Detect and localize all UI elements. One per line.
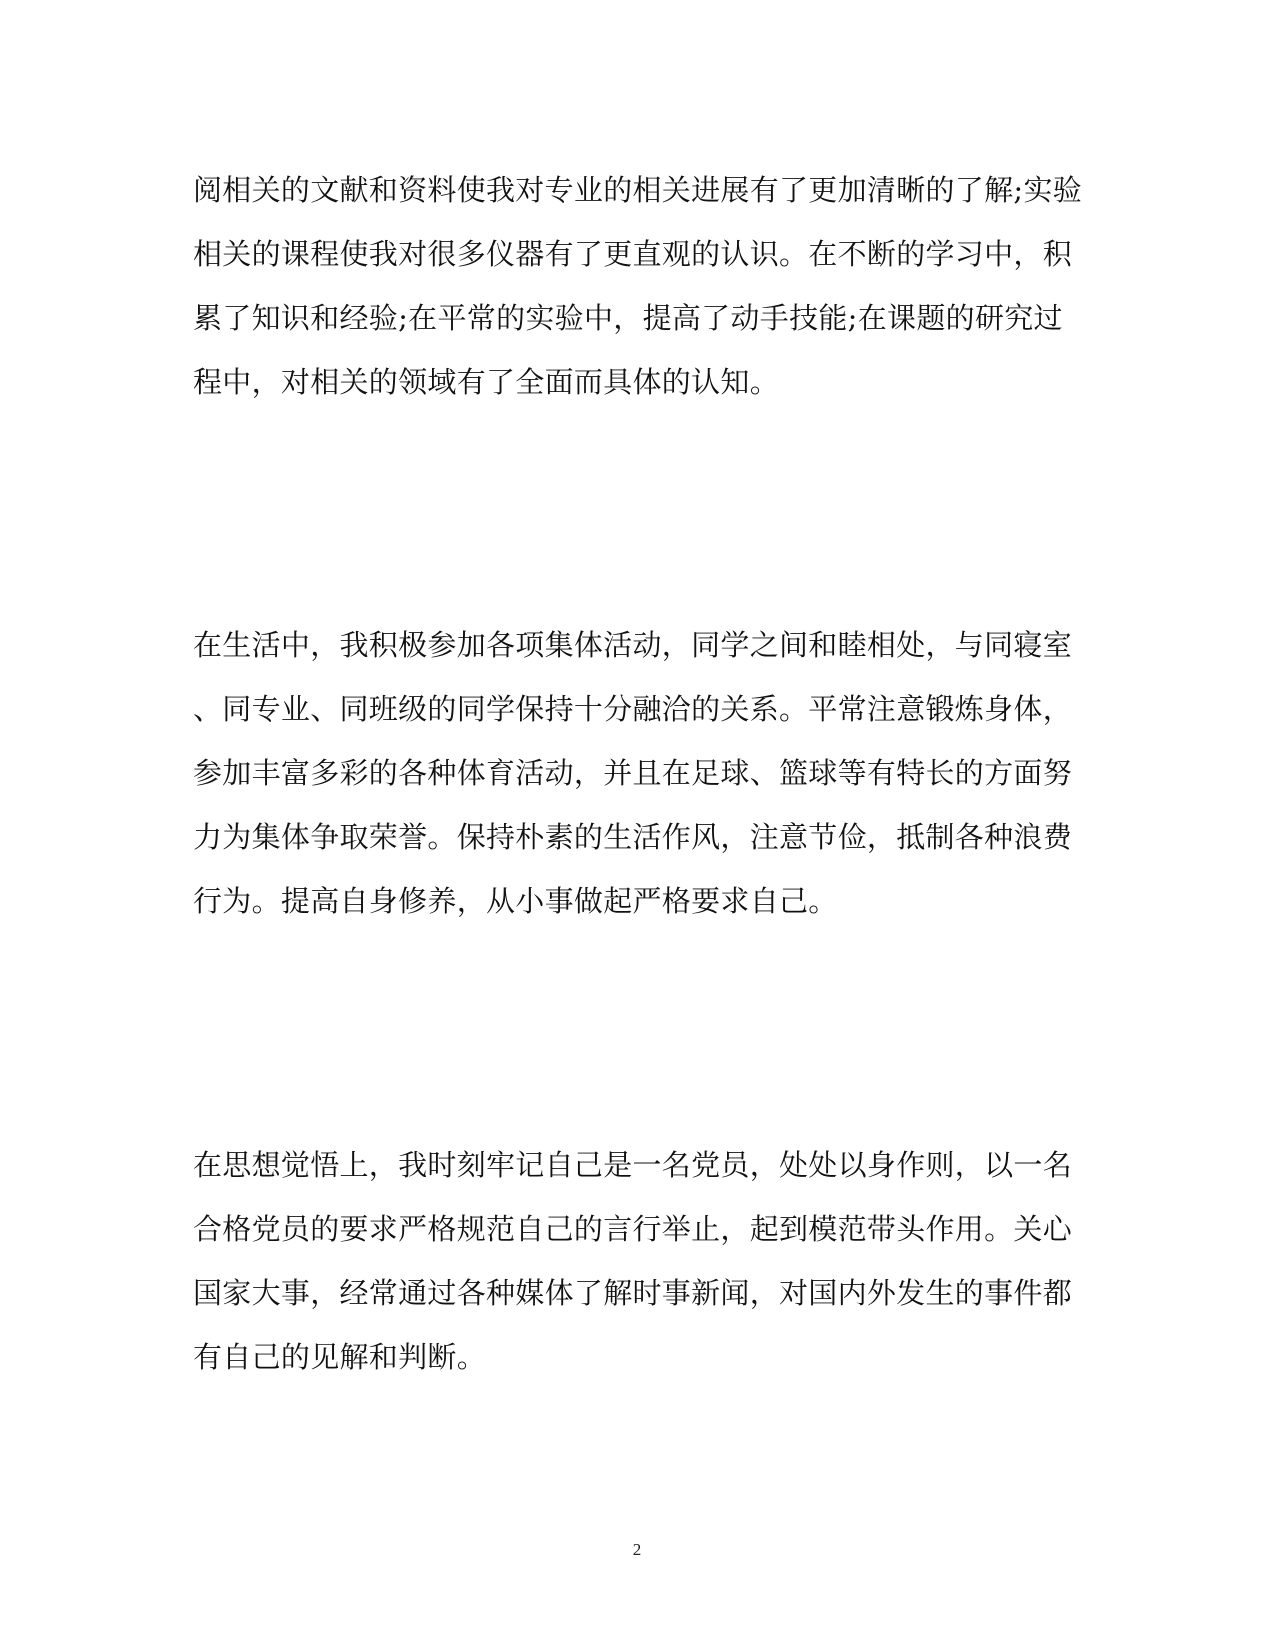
paragraph-line: 在思想觉悟上，我时刻牢记自己是一名党员，处处以身作则，以一名	[193, 1148, 1073, 1182]
paragraph-line: 累了知识和经验;在平常的实验中，提高了动手技能;在课题的研究过	[193, 301, 1063, 335]
paragraph-line: 、同专业、同班级的同学保持十分融洽的关系。平常注意锻炼身体，	[193, 692, 1073, 726]
paragraph-line: 参加丰富多彩的各种体育活动，并且在足球、篮球等有特长的方面努	[193, 756, 1073, 790]
paragraph-line: 相关的课程使我对很多仪器有了更直观的认识。在不断的学习中，积	[193, 237, 1073, 271]
paragraph-line: 力为集体争取荣誉。保持朴素的生活作风，注意节俭，抵制各种浪费	[193, 820, 1073, 854]
paragraph-line: 国家大事，经常通过各种媒体了解时事新闻，对国内外发生的事件都	[193, 1276, 1073, 1310]
paragraph-life	[193, 613, 1083, 933]
paragraph-line: 行为。提高自身修养，从小事做起严格要求自己。	[193, 884, 838, 918]
paragraph-line: 在生活中，我积极参加各项集体活动，同学之间和睦相处，与同寝室	[193, 628, 1073, 662]
paragraph-study	[193, 158, 1083, 414]
paragraph-line: 阅相关的文献和资料使我对专业的相关进展有了更加清晰的了解;实验	[193, 173, 1083, 207]
page-number: 2	[632, 1540, 642, 1559]
paragraph-line: 程中，对相关的领域有了全面而具体的认知。	[193, 365, 780, 399]
paragraph-line: 有自己的见解和判断。	[193, 1340, 487, 1374]
paragraph-ideology	[193, 1133, 1083, 1389]
paragraph-line: 合格党员的要求严格规范自己的言行举止，起到模范带头作用。关心	[193, 1212, 1073, 1246]
